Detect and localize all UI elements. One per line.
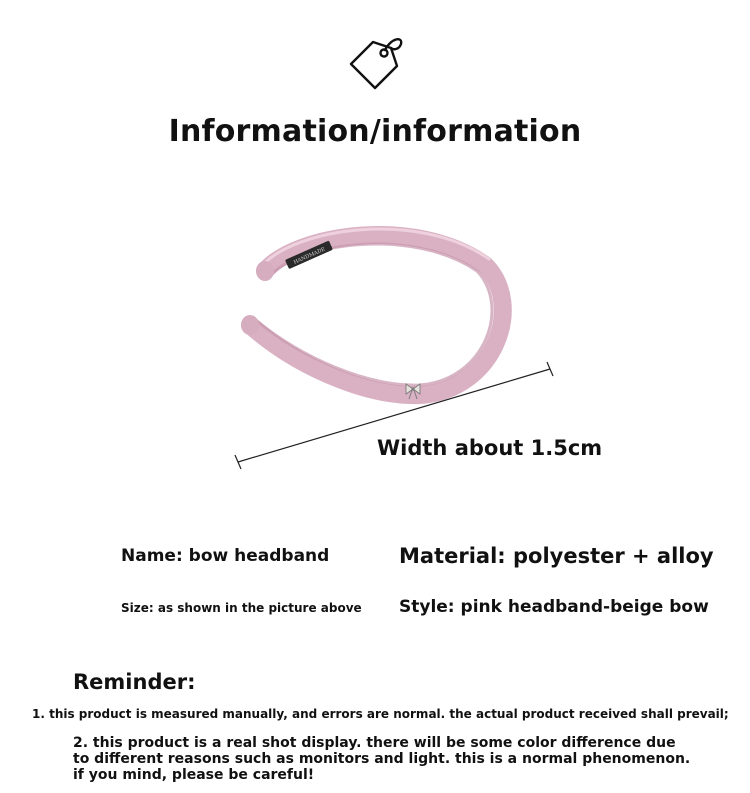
reminder-heading: Reminder:	[73, 670, 196, 694]
spec-size: Size: as shown in the picture above	[121, 601, 362, 615]
spec-style: Style: pink headband-beige bow	[399, 597, 709, 617]
spec-material: Material: polyester + alloy	[399, 544, 714, 568]
reminder-note-2: 2. this product is a real shot display. there will be some color difference due to different reasons such as monitors and light. this is a normal phenomenon. if you mind, please be careful!	[73, 735, 691, 783]
width-label: Width about 1.5cm	[377, 436, 603, 460]
reminder-note-1: 1. this product is measured manually, and errors are normal. the actual product received shall prevail;	[32, 707, 729, 721]
price-tag-icon	[347, 34, 405, 92]
page-title: Information/information	[168, 114, 582, 149]
spec-name: Name: bow headband	[121, 546, 330, 566]
svg-text:HANDMADE: HANDMADE	[292, 246, 327, 266]
